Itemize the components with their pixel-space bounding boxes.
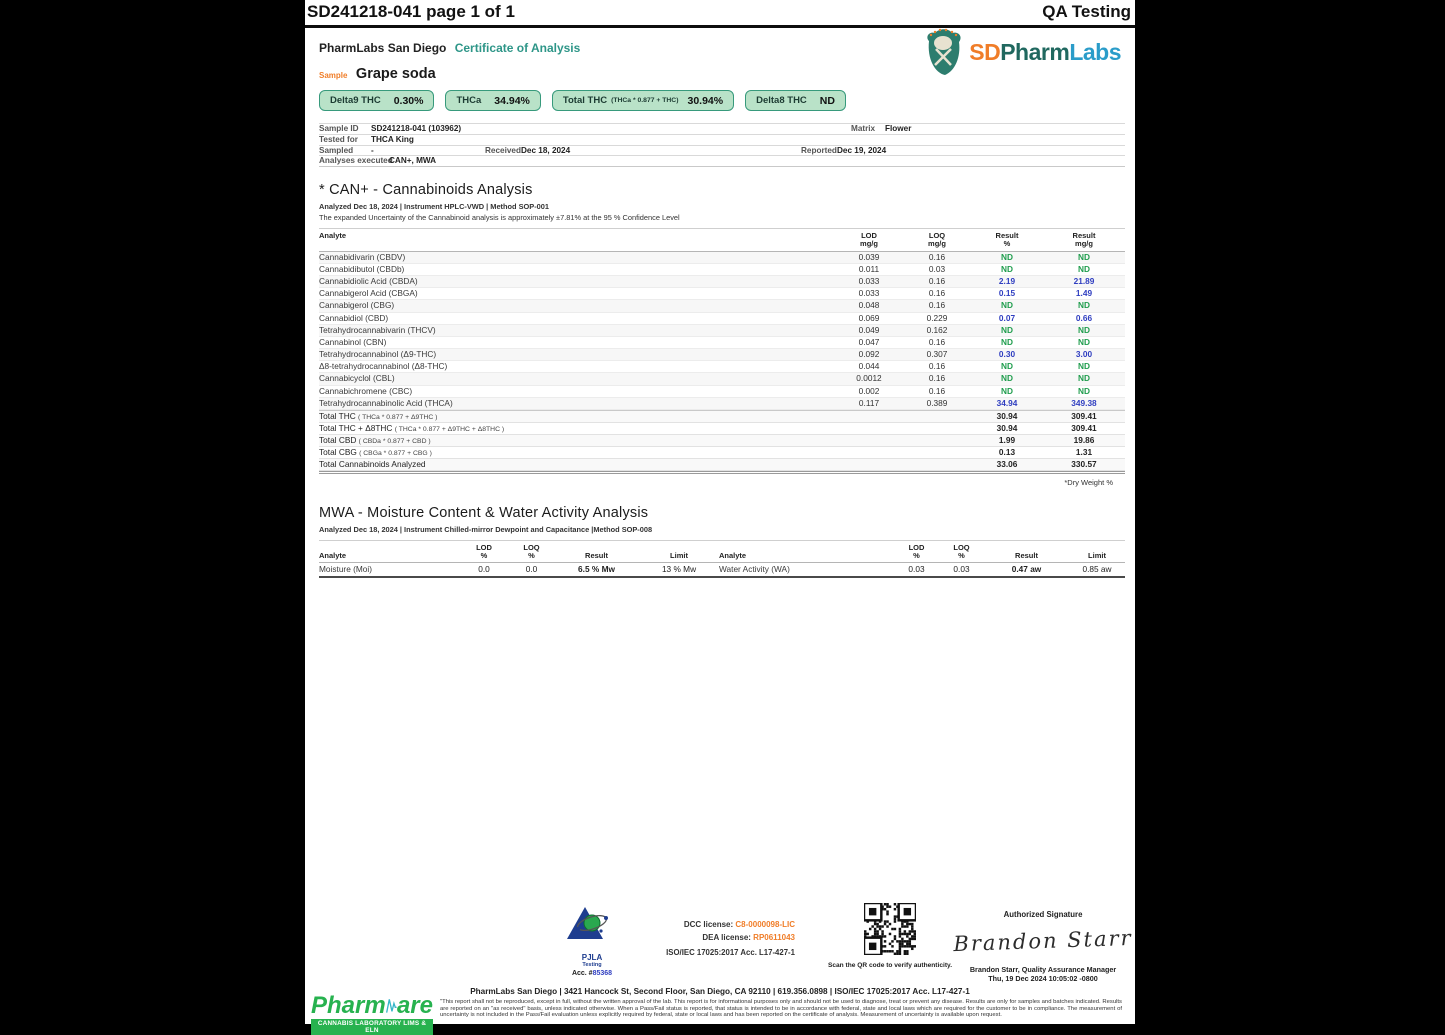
pharmware-wordmark: Pharm are [311,992,433,1019]
lod-value: 0.049 [858,324,880,335]
tested-for-value: THCA King [371,134,414,144]
total-pct-value: 0.13 [998,447,1016,458]
sample-info-row [319,123,1125,134]
doc-type-label: Certificate of Analysis [454,41,581,55]
col-lod: LOD mg/g [860,231,878,249]
result-mgg-value: ND [1078,373,1090,384]
sample-name: Grape soda [355,66,436,82]
col-limit: Limit [1088,551,1106,561]
result-pct-value: 2.19 [998,275,1016,286]
analyte-name: Cannabichromene (CBC) [319,385,413,396]
lod-value: 0.0 [478,564,490,575]
total-pct-value: 30.94 [996,411,1018,422]
loq-value: 0.16 [928,373,946,384]
reported-label: Reported [801,145,837,155]
analyte-name: Moisture (Moi) [319,564,373,575]
total-pct-value: 1.99 [998,435,1016,446]
empty-cell [835,423,903,435]
received-value: Dec 18, 2024 [521,145,571,155]
result-pct-value: ND [1001,361,1013,372]
matrix-label: Matrix [851,124,876,133]
result-mgg-value: ND [1078,263,1090,274]
signature-script: Brandon Starr [953,925,1133,957]
empty-cell [903,435,971,447]
dcc-license: DCC license: C8-0000098-LIC [683,920,795,929]
potency-badges [319,90,1135,111]
qr-code-icon [864,903,916,955]
potency-badge [319,90,434,111]
loq-value: 0.03 [953,564,970,575]
table-row [319,411,1125,423]
col-analyte: Analyte [719,551,747,561]
cannabinoids-uncertainty: The expanded Uncertainty of the Cannabinoid analysis is approximately ±7.81% at the 95 % Confidence Level [319,213,680,223]
mwa-table-header [319,540,1125,563]
pulse-wave-icon [386,994,397,1018]
col-lod: LOD % [476,543,492,561]
table-row [319,373,1125,385]
lod-value: 0.03 [908,564,925,575]
result-pct-value: ND [1001,300,1013,311]
empty-cell [903,411,971,423]
total-mgg-value: 330.57 [1071,459,1097,470]
result-mgg-value: 1.49 [1075,288,1093,299]
result-pct-value: ND [1001,385,1013,396]
col-loq: LOQ mg/g [928,231,946,249]
loq-value: 0.307 [926,349,948,360]
col-result-pct: Result % [995,231,1019,249]
coa-page [305,0,1135,1034]
table-row [319,288,1125,300]
cannabinoids-table [319,228,1125,487]
sample-info-row [319,155,1125,166]
pharmware-tagline: CANNABIS LABORATORY LIMS & ELN [311,1019,433,1035]
sdpharmlabs-logo [921,27,1121,77]
total-formula: ( THCa * 0.877 + Δ9THC + Δ8THC ) [394,426,505,434]
analyte-name: Water Activity (WA) [719,564,790,575]
result-mgg-value: 349.38 [1071,397,1097,408]
table-row [319,361,1125,373]
analyte-name: Cannabinol (CBN) [319,336,387,347]
lod-value: 0.0012 [856,373,882,384]
sample-label: Sample [319,71,348,80]
cannabinoids-rows [319,252,1125,410]
result-mgg-value: ND [1078,324,1090,335]
result-pct-value: ND [1001,324,1013,335]
analyte-name: Tetrahydrocannabinolic Acid (THCA) [319,397,453,408]
iso-accreditation: ISO/IEC 17025:2017 Acc. L17-427-1 [666,948,795,957]
mwa-table [319,540,1125,578]
sample-info-row [319,134,1125,145]
result-pct-value: 0.30 [998,349,1016,360]
table-row [319,459,1125,471]
result-pct-value: 0.07 [998,312,1016,323]
result-pct-value: 0.15 [998,288,1016,299]
pjla-accreditation-number: Acc. #85368 [571,970,613,977]
loq-value: 0.16 [928,275,946,286]
total-mgg-value: 1.31 [1075,447,1093,458]
signature-block [953,910,1133,983]
badge-value: 30.94% [687,94,724,107]
received-label: Received [485,145,521,155]
result-pct-value: ND [1001,263,1013,274]
qr-block [825,903,955,969]
table-row [319,435,1125,447]
analyte-name: Cannabidiolic Acid (CBDA) [319,275,418,286]
table-row [319,252,1125,264]
total-label: Total Cannabinoids Analyzed [319,459,426,470]
analyses-value: CAN+, MWA [389,156,437,166]
col-analyte: Analyte [319,551,347,561]
badge-value: 0.30% [393,94,424,107]
analyte-name: Cannabidibutol (CBDb) [319,263,405,274]
empty-cell [835,447,903,459]
empty-cell [835,459,903,471]
lod-value: 0.011 [858,263,880,274]
empty-cell [903,447,971,459]
cannabinoids-meta: Analyzed Dec 18, 2024 | Instrument HPLC-VWD | Method SOP-001 [319,202,550,212]
table-row [319,337,1125,349]
empty-cell [835,411,903,423]
lod-value: 0.044 [858,361,880,372]
table-row [319,386,1125,398]
result-mgg-value: ND [1078,385,1090,396]
table-row [319,398,1125,410]
analyte-name: Cannabidivarin (CBDV) [319,251,406,262]
analyte-name: Tetrahydrocannabinol (Δ9-THC) [319,349,437,360]
lod-value: 0.002 [858,385,880,396]
total-label: Total THC + Δ8THC [319,423,393,434]
sdpharmlabs-beaker-icon [921,27,967,77]
result-pct-value: ND [1001,373,1013,384]
pjla-accreditation [537,905,647,977]
result-mgg-value: ND [1078,251,1090,262]
signer-name-title: Brandon Starr, Quality Assurance Manager [969,965,1117,974]
col-loq: LOQ % [523,543,540,561]
cannabinoids-section-title: * CAN+ - Cannabinoids Analysis [319,182,533,199]
potency-badge [552,90,734,111]
lab-name: PharmLabs San Diego [319,41,447,55]
result-mgg-value: 3.00 [1075,349,1093,360]
col-loq: LOQ % [953,543,970,561]
loq-value: 0.16 [928,300,946,311]
table-row [319,313,1125,325]
cannabinoids-table-header [319,228,1125,251]
badge-label: Delta9 THC [330,95,381,106]
result-mgg-value: ND [1078,361,1090,372]
table-row [319,300,1125,312]
total-label: Total CBG [319,447,357,458]
lod-value: 0.092 [858,349,880,360]
col-limit: Limit [670,551,688,561]
potency-badge [745,90,846,111]
lod-value: 0.047 [858,336,880,347]
empty-cell [903,459,971,471]
total-label: Total THC [319,411,356,422]
limit-value: 13 % Mw [661,564,697,575]
total-formula: ( CBGa * 0.877 + CBG ) [359,450,432,458]
table-row [319,264,1125,276]
doc-id-title: SD241218-041 page 1 of 1 [307,2,515,21]
pharmware-logo [311,994,433,1035]
badge-label: Delta8 THC [756,95,807,106]
loq-value: 0.16 [928,288,946,299]
dea-license: DEA license: RP0611043 [702,933,795,942]
loq-value: 0.162 [926,324,948,335]
mwa-meta: Analyzed Dec 18, 2024 | Instrument Chilled-mirror Dewpoint and Capacitance |Method SOP-008 [319,525,653,535]
badge-label: Total THC [562,95,608,106]
analyses-label: Analyses executed [319,156,393,166]
result-mgg-value: 21.89 [1073,275,1095,286]
lod-value: 0.033 [858,275,880,286]
col-result: Result [1015,551,1038,561]
result-mgg-value: ND [1078,300,1090,311]
license-block [645,918,795,957]
qa-testing-label: QA Testing [1042,2,1131,21]
sample-info-row [319,145,1125,156]
table-row [319,423,1125,435]
potency-badge [445,90,540,111]
result-mgg-value: 0.66 [1075,312,1093,323]
result-pct-value: 34.94 [996,397,1018,408]
analyte-name: Cannabicyclol (CBL) [319,373,395,384]
badge-formula: (THCa * 0.877 + THC) [611,97,679,104]
total-pct-value: 30.94 [996,423,1018,434]
analyte-name: Tetrahydrocannabivarin (THCV) [319,324,436,335]
badge-value: ND [819,94,835,107]
table-row [319,447,1125,459]
page-header [305,0,1135,28]
qr-caption: Scan the QR code to verify authenticity. [827,962,953,969]
empty-cell [835,435,903,447]
empty-cell [903,423,971,435]
analyte-name: Cannabidiol (CBD) [319,312,389,323]
loq-value: 0.16 [928,385,946,396]
result-value: 6.5 % Mw [578,564,615,575]
loq-value: 0.16 [928,361,946,372]
signature-date: Thu, 19 Dec 2024 10:05:02 -0800 [988,974,1098,983]
lod-value: 0.033 [858,288,880,299]
loq-value: 0.229 [926,312,948,323]
cannabinoids-totals [319,410,1125,474]
table-row [319,349,1125,361]
disclaimer-text: "This report shall not be reproduced, except in full, without the written approval of the lab. This report is for informational purposes only and should not be used to diagnose, treat or prevent any disease. Results are only for samples and batches indicated. Results are reported on an "as received" basis, unless indicated otherwise. When a Pass/Fail status is reported, that status is intended to be in accordance with federal, state and local laws which are required for the customer to be in compliance. The measurement of uncertainty is not included in the Pass/Fail evaluation unless explicitly required by federal, state or local laws and has been reported on the certificate of analysis. Measurement of uncertainty is available upon request. [440,999,1122,1019]
sample-info [319,123,1125,167]
loq-value: 0.389 [926,397,948,408]
total-mgg-value: 309.41 [1071,423,1097,434]
limit-value: 0.85 aw [1082,564,1112,575]
col-analyte: Analyte [319,231,347,241]
table-row [319,325,1125,337]
loq-value: 0.0 [525,564,538,575]
total-pct-value: 33.06 [996,459,1018,470]
total-mgg-value: 19.86 [1073,435,1095,446]
result-pct-value: ND [1001,251,1013,262]
sample-id-value: SD241218-041 (103962) [371,124,462,133]
sample-id-label: Sample ID [319,124,359,133]
loq-value: 0.16 [928,336,946,347]
table-row [319,276,1125,288]
result-pct-value: ND [1001,336,1013,347]
matrix-value: Flower [885,124,912,133]
total-mgg-value: 309.41 [1071,411,1097,422]
lod-value: 0.039 [858,251,880,262]
col-result: Result [585,551,608,561]
analyte-name: Δ8-tetrahydrocannabinol (Δ8-THC) [319,361,448,372]
badge-value: 34.94% [494,94,530,107]
result-mgg-value: ND [1078,336,1090,347]
analyte-name: Cannabigerol Acid (CBGA) [319,288,418,299]
table-row [319,563,1125,578]
lab-address: PharmLabs San Diego | 3421 Hancock St, Second Floor, San Diego, CA 92110 | 619.356.0898 | ISO/IEC 17025:2017 Acc. L17-427-1 [470,987,970,996]
analyte-name: Cannabigerol (CBG) [319,300,395,311]
sampled-value: - [371,145,374,155]
col-lod: LOD % [908,543,925,561]
sdpharmlabs-wordmark: SDPharmLabs [969,38,1121,65]
dry-weight-note: *Dry Weight % [1064,478,1113,488]
lod-value: 0.117 [858,397,880,408]
lod-value: 0.048 [858,300,880,311]
total-formula: ( THCa * 0.877 + Δ9THC ) [358,414,438,422]
total-label: Total CBD [319,435,357,446]
col-result-mgg: Result mg/g [1072,231,1096,249]
sampled-label: Sampled [319,145,354,155]
result-value: 0.47 aw [1011,564,1042,575]
pjla-accreditation-icon [565,905,619,949]
tested-for-label: Tested for [319,134,358,144]
pjla-sub: Testing [582,962,602,968]
reported-value: Dec 19, 2024 [837,145,887,155]
badge-label: THCa [456,95,482,106]
loq-value: 0.03 [928,263,946,274]
total-formula: ( CBDa * 0.877 + CBD ) [358,438,431,446]
authorized-signature-label: Authorized Signature [1003,910,1083,919]
loq-value: 0.16 [928,251,946,262]
mwa-section-title: MWA - Moisture Content & Water Activity Analysis [319,505,649,522]
lod-value: 0.069 [858,312,880,323]
pjla-name: PJLA [581,953,603,962]
